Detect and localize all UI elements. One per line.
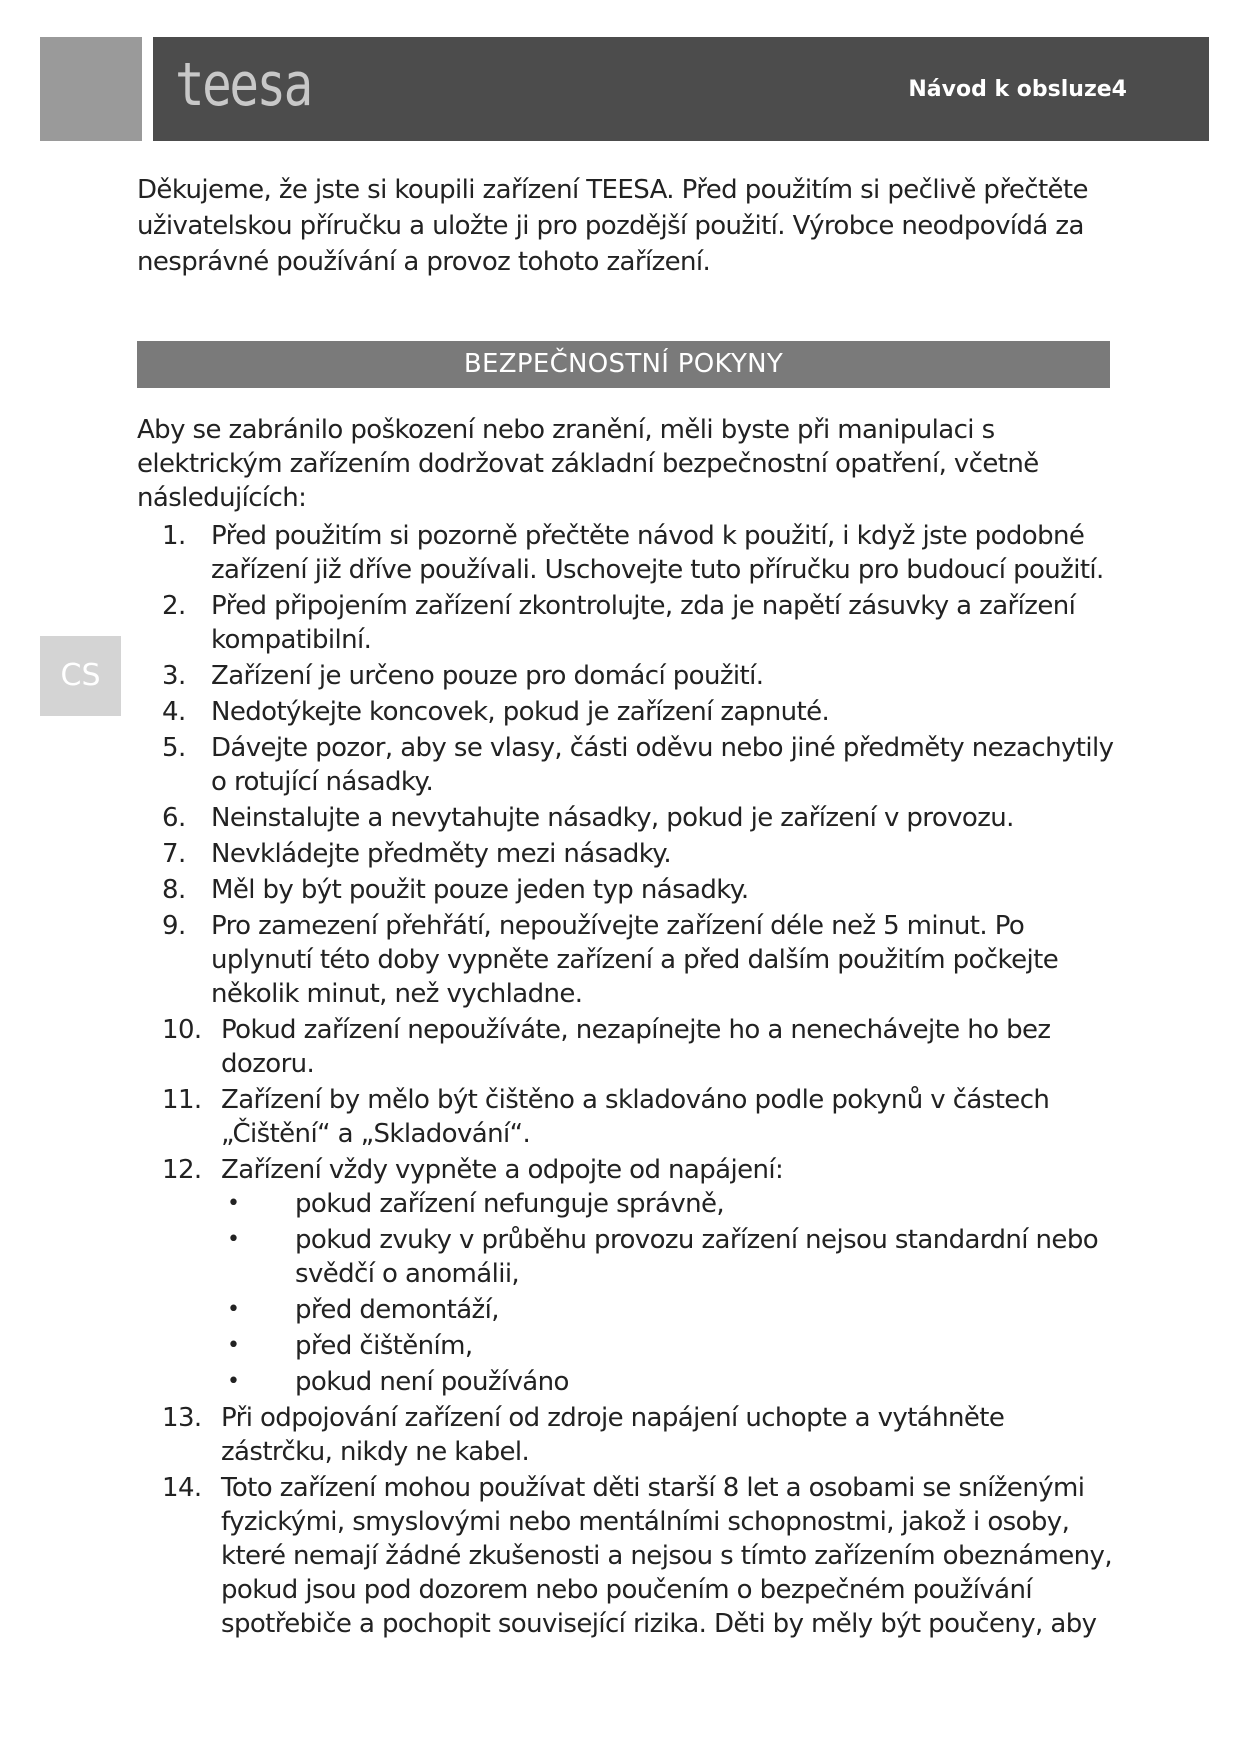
document-title: Návod k obsluze4 bbox=[908, 77, 1127, 102]
header-bar bbox=[153, 37, 1209, 141]
language-tab: CS bbox=[40, 636, 121, 716]
list-item: 12. Zařízení vždy vypněte a odpojte od napájení: • pokud zařízení nefunguje správně, • pokud zvuky v průběhu provozu zařízení nejsou standardní nebo svědčí o anomálii, • před demontáží, • před čištěním, • pokud není používáno bbox=[137, 1153, 1117, 1399]
list-item: 8. Měl by být použit pouze jeden typ násadky. bbox=[162, 875, 749, 905]
brand-logo: teesa bbox=[175, 50, 311, 120]
list-item: 9. Pro zamezení přehřátí, nepoužívejte zařízení déle než 5 minut. Po uplynutí této doby vypněte zařízení a před dalším použitím počkejte několik minut, než vychladne. bbox=[162, 911, 1059, 1009]
bullet-item: • před demontáží, bbox=[221, 1293, 1117, 1327]
safety-instructions bbox=[137, 413, 1117, 1643]
section-lead: Aby se zabránilo poškození nebo zranění, měli byste při manipulaci s elektrickým zařízením dodržovat základní bezpečnostní opatření, včetně následujících: bbox=[137, 415, 1039, 513]
list-item: 2. Před připojením zařízení zkontrolujte, zda je napětí zásuvky a zařízení kompatibilní. bbox=[162, 591, 1076, 655]
list-item: 14. Toto zařízení mohou používat děti starší 8 let a osobami se sníženými fyzickými, smyslovými nebo mentálními schopnostmi, jakož i osoby, které nemají žádné zkušenosti a nejsou s tímto zařízením obeznámeny, pokud jsou pod dozorem nebo poučením o bezpečném používání spotřebiče a pochopit související rizika. Děti by měly být poučeny, aby bbox=[162, 1473, 1112, 1639]
bullet-item: • pokud není používáno bbox=[221, 1365, 1117, 1399]
intro-paragraph: Děkujeme, že jste si koupili zařízení TEESA. Před použitím si pečlivě přečtěte uživatelskou příručku a uložte ji pro pozdější použití. Výrobce neodpovídá za nesprávné používání a provoz tohoto zařízení. bbox=[137, 175, 1088, 277]
sub-bullet-list bbox=[221, 1187, 1117, 1399]
list-item: 4. Nedotýkejte koncovek, pokud je zařízení zapnuté. bbox=[162, 697, 830, 727]
instruction-list bbox=[137, 519, 1117, 1641]
list-item: 11. Zařízení by mělo být čištěno a skladováno podle pokynů v částech „Čištění“ a „Skladování“. bbox=[162, 1085, 1050, 1149]
list-item: 10. Pokud zařízení nepoužíváte, nezapínejte ho a nenechávejte ho bez dozoru. bbox=[162, 1015, 1051, 1079]
list-item: 7. Nevkládejte předměty mezi násadky. bbox=[162, 839, 672, 869]
list-item: 6. Neinstalujte a nevytahujte násadky, pokud je zařízení v provozu. bbox=[162, 803, 1014, 833]
bullet-item: • před čištěním, bbox=[221, 1329, 1117, 1363]
header-side-block bbox=[40, 37, 142, 141]
list-item: 1. Před použitím si pozorně přečtěte návod k použití, i když jste podobné zařízení již dříve používali. Uschovejte tuto příručku pro budoucí použití. bbox=[162, 521, 1104, 585]
section-heading: BEZPEČNOSTNÍ POKYNY bbox=[137, 341, 1110, 388]
list-item: 13. Při odpojování zařízení od zdroje napájení uchopte a vytáhněte zástrčku, nikdy ne kabel. bbox=[162, 1403, 1005, 1467]
bullet-item: • pokud zvuky v průběhu provozu zařízení nejsou standardní nebo svědčí o anomálii, bbox=[221, 1223, 1117, 1291]
bullet-item: • pokud zařízení nefunguje správně, bbox=[221, 1187, 1117, 1221]
list-item: 5. Dávejte pozor, aby se vlasy, části oděvu nebo jiné předměty nezachytily o rotující násadky. bbox=[162, 733, 1114, 797]
list-item: 3. Zařízení je určeno pouze pro domácí použití. bbox=[162, 661, 764, 691]
